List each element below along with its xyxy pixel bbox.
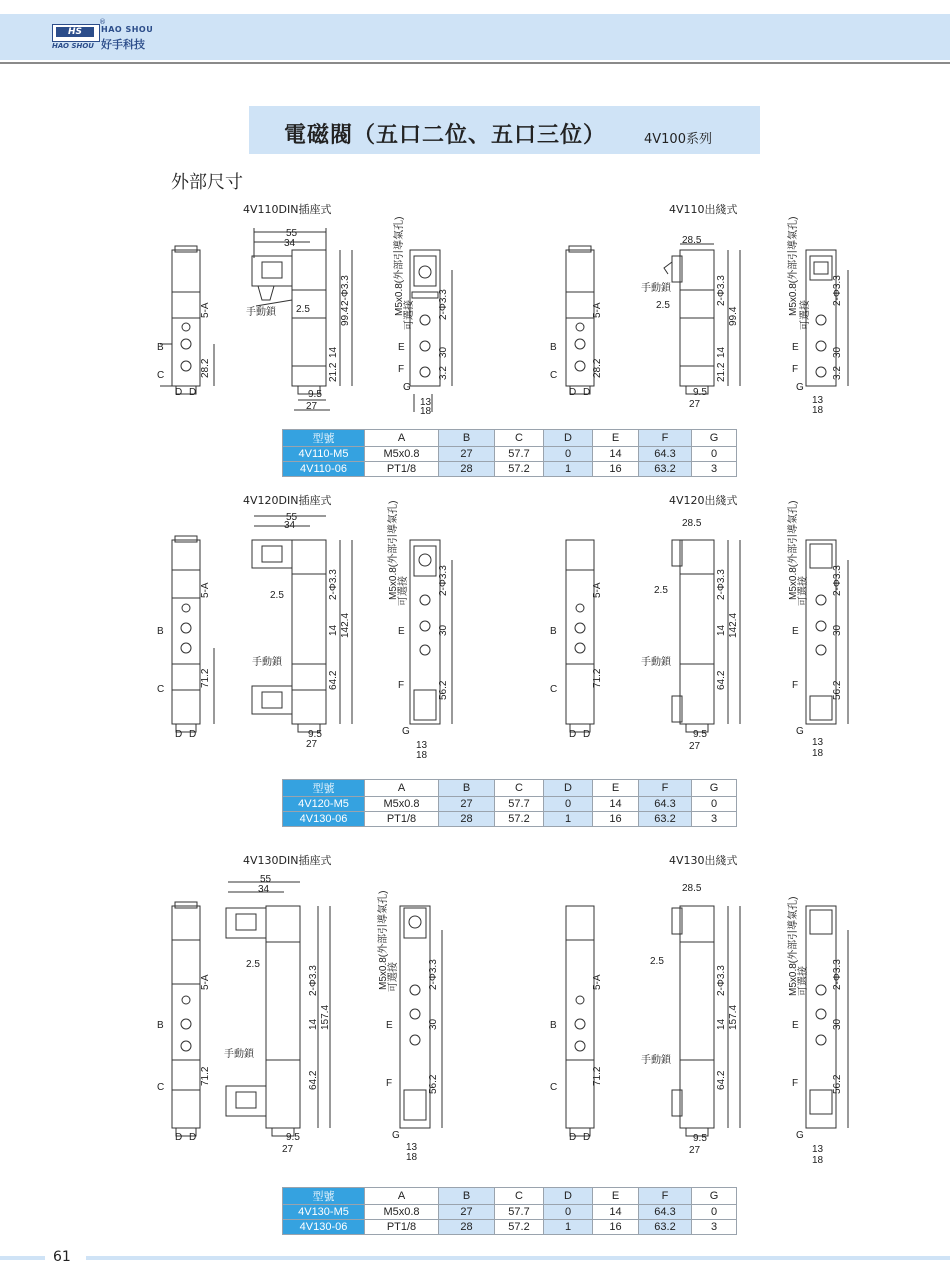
table-cell: 28 bbox=[439, 1220, 495, 1235]
dim-text: D bbox=[175, 1132, 183, 1143]
dim-text: F bbox=[398, 680, 405, 691]
table-cell: D bbox=[544, 430, 593, 447]
dim-14: 14 bbox=[716, 1018, 727, 1030]
dim-5a: 5-A bbox=[200, 302, 211, 318]
dim-cover: 可選接 bbox=[798, 966, 809, 996]
dim-text: 34 bbox=[258, 884, 270, 895]
dim-cover: 可選接 bbox=[404, 300, 415, 330]
dim-text: 18 bbox=[812, 405, 824, 416]
table-cell: G bbox=[692, 1188, 737, 1205]
manual-lock-label: 手動鎖 bbox=[246, 307, 276, 318]
dim-text: 2.5 bbox=[654, 585, 668, 596]
drawing-label-4v130-wire: 4V130出綫式 bbox=[669, 854, 738, 867]
dim-71-2: 71.2 bbox=[200, 1066, 211, 1086]
dim-text: 9.5 bbox=[308, 389, 322, 400]
dim-3-2: 3.2 bbox=[438, 366, 449, 380]
table-cell: F bbox=[639, 1188, 692, 1205]
dim-text: G bbox=[392, 1130, 400, 1141]
dim-phi: 2-Φ3.3 bbox=[832, 275, 843, 306]
table-cell: 4V130-M5 bbox=[283, 1205, 365, 1220]
dim-text: 13 bbox=[812, 1144, 824, 1155]
table-cell: 1 bbox=[544, 462, 593, 477]
table-cell: 0 bbox=[692, 797, 737, 812]
dim-56-2: 56.2 bbox=[832, 1074, 843, 1094]
dim-text: D bbox=[189, 1132, 197, 1143]
table-cell: 57.7 bbox=[495, 1205, 544, 1220]
table-row bbox=[283, 797, 737, 812]
dim-text: D bbox=[569, 729, 577, 740]
spec-table-4v130 bbox=[282, 1187, 737, 1235]
table-cell: 63.2 bbox=[639, 1220, 692, 1235]
dim-text: D bbox=[175, 387, 183, 398]
dim-text: E bbox=[398, 342, 405, 353]
table-cell: PT1/8 bbox=[365, 1220, 439, 1235]
dim-5a: 5-A bbox=[200, 582, 211, 598]
dim-14: 14 bbox=[328, 624, 339, 636]
dim-text: D bbox=[583, 1132, 591, 1143]
dim-3-2: 3.2 bbox=[832, 366, 843, 380]
brand-name-en-sub: HAO SHOU bbox=[52, 42, 94, 50]
table-cell: B bbox=[439, 430, 495, 447]
manual-lock-label: 手動鎖 bbox=[224, 1049, 254, 1060]
dim-phi: 2-Φ3.3 bbox=[832, 565, 843, 596]
dim-cover: 可選接 bbox=[398, 576, 409, 606]
dim-157-4: 157.4 bbox=[320, 1004, 331, 1030]
dim-text: G bbox=[796, 382, 804, 393]
dim-text: 2.5 bbox=[656, 300, 670, 311]
dim-cover: 可選接 bbox=[800, 300, 811, 330]
dim-text: C bbox=[550, 370, 558, 381]
dim-text: D bbox=[175, 729, 183, 740]
table-cell: E bbox=[593, 430, 639, 447]
dim-text: 34 bbox=[284, 238, 296, 249]
table-cell: 14 bbox=[593, 797, 639, 812]
dim-text: 27 bbox=[282, 1144, 294, 1155]
dim-text: F bbox=[792, 1078, 799, 1089]
dim-text: 13 bbox=[406, 1142, 418, 1153]
dim-text: 2.5 bbox=[296, 304, 310, 315]
dim-text: F bbox=[398, 364, 405, 375]
dim-text: E bbox=[792, 1020, 799, 1031]
dim-14: 14 bbox=[328, 346, 339, 358]
dim-text: B bbox=[550, 342, 557, 353]
dim-phi: 2-Φ3.3 bbox=[716, 275, 727, 306]
dim-5a: 5-A bbox=[592, 974, 603, 990]
dim-text: C bbox=[157, 370, 165, 381]
dim-64-2: 64.2 bbox=[716, 1070, 727, 1090]
table-cell: D bbox=[544, 780, 593, 797]
dim-phi: 2-Φ3.3 bbox=[832, 959, 843, 990]
brand-name-cn: 好手科技 bbox=[101, 38, 145, 51]
dim-64-2: 64.2 bbox=[716, 670, 727, 690]
table-cell: 型號 bbox=[283, 430, 365, 447]
dim-text: B bbox=[157, 626, 164, 637]
dim-28-2: 28.2 bbox=[200, 358, 211, 378]
drawing-label-4v120-wire: 4V120出綫式 bbox=[669, 494, 738, 507]
dim-text: 27 bbox=[306, 401, 318, 412]
table-cell: 16 bbox=[593, 462, 639, 477]
logo-mark: HS bbox=[56, 27, 94, 37]
dim-14: 14 bbox=[716, 346, 727, 358]
table-cell: B bbox=[439, 1188, 495, 1205]
dim-text: 28.5 bbox=[682, 235, 702, 246]
table-cell: 0 bbox=[692, 447, 737, 462]
dim-text: E bbox=[398, 626, 405, 637]
dim-text: D bbox=[583, 387, 591, 398]
dim-30: 30 bbox=[438, 346, 449, 358]
dim-text: B bbox=[157, 1020, 164, 1031]
dim-text: 18 bbox=[812, 1155, 824, 1166]
dim-phi: 2-Φ3.3 bbox=[428, 959, 439, 990]
table-cell: 4V110-M5 bbox=[283, 447, 365, 462]
dim-text: D bbox=[583, 729, 591, 740]
dim-text: 9.5 bbox=[693, 387, 707, 398]
footer-bar-right bbox=[86, 1256, 950, 1260]
dim-text: E bbox=[386, 1020, 393, 1031]
dim-text: D bbox=[569, 1132, 577, 1143]
table-cell: 57.7 bbox=[495, 447, 544, 462]
table-cell: M5x0.8 bbox=[365, 447, 439, 462]
table-cell: 27 bbox=[439, 797, 495, 812]
table-cell: 57.2 bbox=[495, 1220, 544, 1235]
dim-text: 27 bbox=[689, 741, 701, 752]
dim-text: 18 bbox=[420, 406, 432, 417]
dim-text: 34 bbox=[284, 520, 296, 531]
dim-text: 2.5 bbox=[270, 590, 284, 601]
dim-text: 55 bbox=[286, 228, 298, 239]
dim-5a: 5-A bbox=[592, 582, 603, 598]
dim-text: 27 bbox=[689, 1145, 701, 1156]
dim-56-2: 56.2 bbox=[832, 680, 843, 700]
manual-lock-label: 手動鎖 bbox=[252, 657, 282, 668]
table-cell: 16 bbox=[593, 812, 639, 827]
dim-cover: 可選接 bbox=[388, 962, 399, 992]
table-cell: 57.7 bbox=[495, 797, 544, 812]
dim-port: M5x0.8(外部引導氣孔) bbox=[388, 500, 399, 600]
table-header-row bbox=[283, 1188, 737, 1205]
dim-text: 18 bbox=[416, 750, 428, 761]
dim-text: 13 bbox=[812, 395, 824, 406]
dim-text: 9.5 bbox=[308, 729, 322, 740]
table-cell: PT1/8 bbox=[365, 462, 439, 477]
table-cell: 14 bbox=[593, 447, 639, 462]
dim-30: 30 bbox=[832, 346, 843, 358]
footer-bar-left bbox=[0, 1256, 45, 1260]
dim-30: 30 bbox=[438, 624, 449, 636]
table-cell: A bbox=[365, 1188, 439, 1205]
dim-56-2: 56.2 bbox=[438, 680, 449, 700]
dim-port: M5x0.8(外部引導氣孔) bbox=[378, 890, 389, 990]
dim-text: G bbox=[796, 1130, 804, 1141]
table-cell: M5x0.8 bbox=[365, 797, 439, 812]
table-cell: 63.2 bbox=[639, 462, 692, 477]
dim-text: F bbox=[792, 680, 799, 691]
dim-text: 27 bbox=[689, 399, 701, 410]
manual-lock-label: 手動鎖 bbox=[641, 283, 671, 294]
dim-5a: 5-A bbox=[592, 302, 603, 318]
table-row bbox=[283, 1220, 737, 1235]
page-number: 61 bbox=[53, 1249, 71, 1265]
table-row bbox=[283, 462, 737, 477]
dim-28-2: 28.2 bbox=[592, 358, 603, 378]
table-cell: M5x0.8 bbox=[365, 1205, 439, 1220]
table-cell: 0 bbox=[544, 797, 593, 812]
table-cell: C bbox=[495, 430, 544, 447]
table-cell: G bbox=[692, 430, 737, 447]
table-cell: PT1/8 bbox=[365, 812, 439, 827]
table-cell: 64.3 bbox=[639, 447, 692, 462]
dim-cover: 可選接 bbox=[798, 576, 809, 606]
table-header-row bbox=[283, 780, 737, 797]
registered-mark: ® bbox=[99, 18, 106, 26]
table-cell: C bbox=[495, 1188, 544, 1205]
table-cell: 28 bbox=[439, 812, 495, 827]
dim-text: 18 bbox=[406, 1152, 418, 1163]
dim-text: E bbox=[792, 626, 799, 637]
dim-port: M5x0.8(外部引導氣孔) bbox=[788, 896, 799, 996]
dim-157-4: 157.4 bbox=[728, 1004, 739, 1030]
spec-table-4v110 bbox=[282, 429, 737, 477]
dim-text: B bbox=[157, 342, 164, 353]
dim-99-4: 99.4 bbox=[728, 306, 739, 326]
table-cell: 27 bbox=[439, 1205, 495, 1220]
dim-text: 28.5 bbox=[682, 518, 702, 529]
table-cell: 27 bbox=[439, 447, 495, 462]
drawing-label-4v110-din: 4V110DIN插座式 bbox=[243, 203, 332, 216]
table-cell: 1 bbox=[544, 812, 593, 827]
table-cell: 4V130-06 bbox=[283, 1220, 365, 1235]
table-cell: G bbox=[692, 780, 737, 797]
dim-text: 55 bbox=[286, 512, 298, 523]
dim-64-2: 64.2 bbox=[328, 670, 339, 690]
dim-142-4: 142.4 bbox=[340, 612, 351, 638]
table-cell: C bbox=[495, 780, 544, 797]
table-cell: 63.2 bbox=[639, 812, 692, 827]
table-cell: B bbox=[439, 780, 495, 797]
dim-71-2: 71.2 bbox=[200, 668, 211, 688]
dim-30: 30 bbox=[832, 624, 843, 636]
dim-text: E bbox=[792, 342, 799, 353]
dim-30: 30 bbox=[832, 1018, 843, 1030]
table-cell: 64.3 bbox=[639, 797, 692, 812]
dim-21-2: 21.2 bbox=[716, 362, 727, 382]
table-cell: 0 bbox=[692, 1205, 737, 1220]
table-cell: 4V110-06 bbox=[283, 462, 365, 477]
dim-text: G bbox=[402, 726, 410, 737]
dim-phi: 2-Φ3.3 bbox=[716, 569, 727, 600]
table-header-row bbox=[283, 430, 737, 447]
dim-text: 9.5 bbox=[693, 1133, 707, 1144]
table-cell: D bbox=[544, 1188, 593, 1205]
dim-phi: 2-Φ3.3 bbox=[438, 289, 449, 320]
table-cell: 1 bbox=[544, 1220, 593, 1235]
dim-text: 18 bbox=[812, 748, 824, 759]
table-cell: 型號 bbox=[283, 1188, 365, 1205]
manual-lock-label: 手動鎖 bbox=[641, 1055, 671, 1066]
spec-table-4v120 bbox=[282, 779, 737, 827]
dim-text: C bbox=[550, 1082, 558, 1093]
dim-99-4: 99.4 bbox=[340, 306, 351, 326]
table-cell: 4V130-06 bbox=[283, 812, 365, 827]
dim-port: M5x0.8(外部引導氣孔) bbox=[788, 216, 799, 316]
dim-text: C bbox=[157, 1082, 165, 1093]
dim-71-2: 71.2 bbox=[592, 1066, 603, 1086]
dim-text: 9.5 bbox=[286, 1132, 300, 1143]
section-title: 外部尺寸 bbox=[171, 172, 243, 193]
dim-text: 13 bbox=[416, 740, 428, 751]
dim-142-4: 142.4 bbox=[728, 612, 739, 638]
table-cell: 3 bbox=[692, 462, 737, 477]
table-cell: 0 bbox=[544, 1205, 593, 1220]
dim-text: G bbox=[403, 382, 411, 393]
dim-phi: 2-Φ3.3 bbox=[438, 565, 449, 596]
table-cell: 14 bbox=[593, 1205, 639, 1220]
dim-phi: 2-Φ3.3 bbox=[340, 275, 351, 306]
dim-phi: 2-Φ3.3 bbox=[328, 569, 339, 600]
table-cell: 3 bbox=[692, 1220, 737, 1235]
table-cell: 64.3 bbox=[639, 1205, 692, 1220]
dim-port: M5x0.8(外部引導氣孔) bbox=[788, 500, 799, 600]
dim-text: F bbox=[386, 1078, 393, 1089]
table-cell: A bbox=[365, 430, 439, 447]
table-cell: 型號 bbox=[283, 780, 365, 797]
table-cell: 4V120-M5 bbox=[283, 797, 365, 812]
dim-text: 2.5 bbox=[246, 959, 260, 970]
table-row bbox=[283, 812, 737, 827]
page-title: 電磁閥（五口二位、五口三位） bbox=[284, 123, 607, 148]
dim-text: C bbox=[550, 684, 558, 695]
dim-text: 9.5 bbox=[693, 729, 707, 740]
dim-phi: 2-Φ3.3 bbox=[308, 965, 319, 996]
dim-14: 14 bbox=[308, 1018, 319, 1030]
brand-name-en: HAO SHOU bbox=[101, 25, 154, 34]
dim-text: D bbox=[569, 387, 577, 398]
drawing-label-4v110-wire: 4V110出綫式 bbox=[669, 203, 738, 216]
table-cell: E bbox=[593, 780, 639, 797]
dim-21-2: 21.2 bbox=[328, 362, 339, 382]
dim-text: 27 bbox=[306, 739, 318, 750]
dim-5a: 5-A bbox=[200, 974, 211, 990]
dim-text: 13 bbox=[420, 397, 432, 408]
drawing-label-4v120-din: 4V120DIN插座式 bbox=[243, 494, 332, 507]
dim-text: 13 bbox=[812, 737, 824, 748]
dim-text: D bbox=[189, 729, 197, 740]
table-cell: 16 bbox=[593, 1220, 639, 1235]
table-cell: E bbox=[593, 1188, 639, 1205]
dim-text: 28.5 bbox=[682, 883, 702, 894]
dim-text: C bbox=[157, 684, 165, 695]
table-row bbox=[283, 447, 737, 462]
dim-text: 2.5 bbox=[650, 956, 664, 967]
table-row bbox=[283, 1205, 737, 1220]
dim-text: G bbox=[796, 726, 804, 737]
table-cell: A bbox=[365, 780, 439, 797]
dim-64-2: 64.2 bbox=[308, 1070, 319, 1090]
dim-text: B bbox=[550, 1020, 557, 1031]
table-cell: F bbox=[639, 780, 692, 797]
table-cell: 0 bbox=[544, 447, 593, 462]
dim-71-2: 71.2 bbox=[592, 668, 603, 688]
table-cell: 57.2 bbox=[495, 812, 544, 827]
dim-text: B bbox=[550, 626, 557, 637]
table-cell: 28 bbox=[439, 462, 495, 477]
table-cell: F bbox=[639, 430, 692, 447]
drawing-label-4v130-din: 4V130DIN插座式 bbox=[243, 854, 332, 867]
table-cell: 57.2 bbox=[495, 462, 544, 477]
dim-text: D bbox=[189, 387, 197, 398]
dim-30: 30 bbox=[428, 1018, 439, 1030]
dim-port: M5x0.8(外部引導氣孔) bbox=[394, 216, 405, 316]
dim-14: 14 bbox=[716, 624, 727, 636]
manual-lock-label: 手動鎖 bbox=[641, 657, 671, 668]
dim-phi: 2-Φ3.3 bbox=[716, 965, 727, 996]
dim-text: 55 bbox=[260, 874, 272, 885]
dim-text: F bbox=[792, 364, 799, 375]
dim-56-2: 56.2 bbox=[428, 1074, 439, 1094]
series-label: 4V100系列 bbox=[644, 132, 712, 147]
table-cell: 3 bbox=[692, 812, 737, 827]
